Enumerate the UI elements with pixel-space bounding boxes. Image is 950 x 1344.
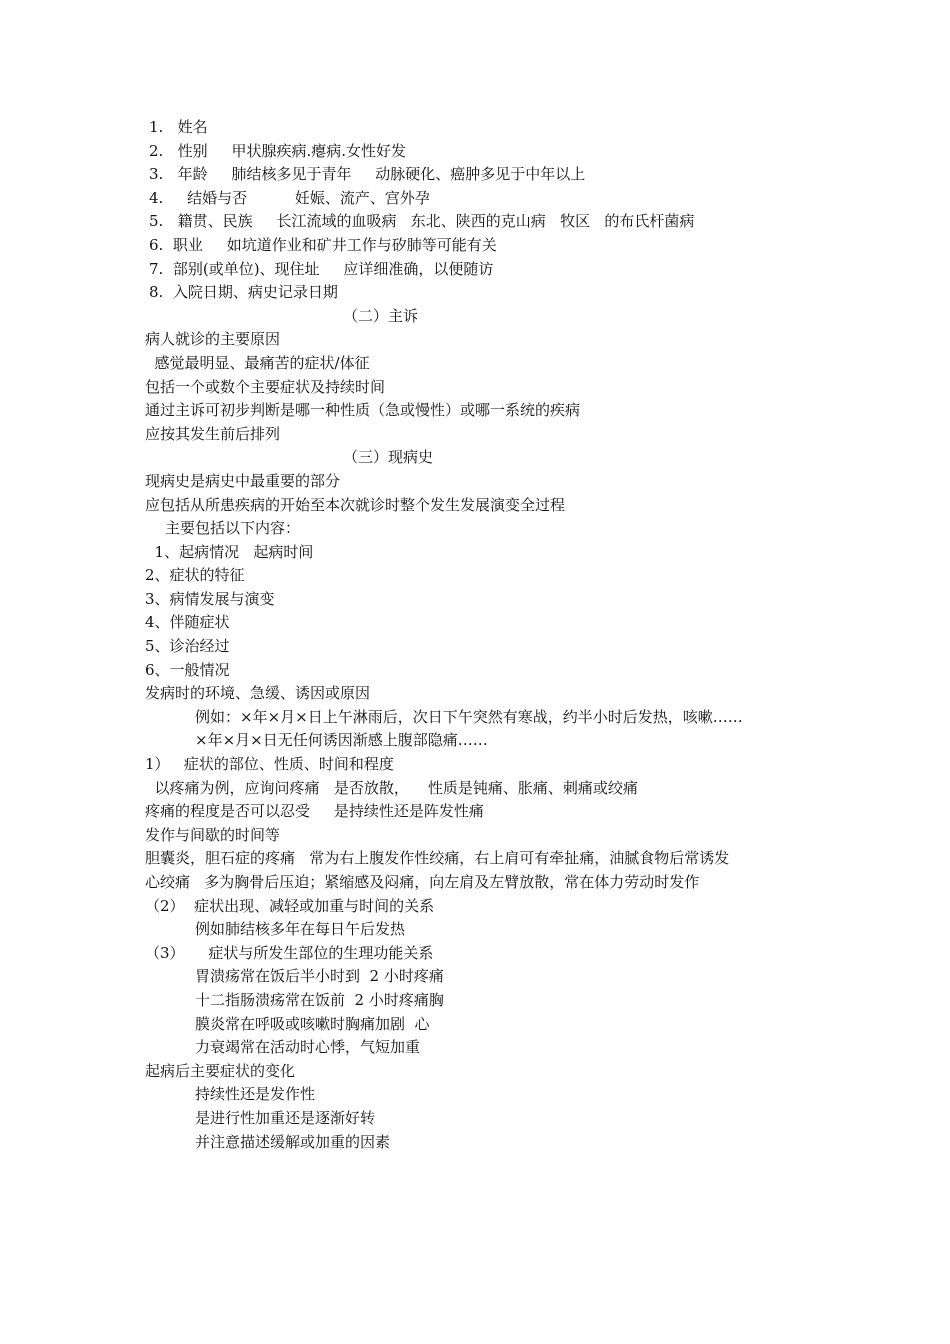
text-line: 4、伴随症状: [145, 613, 230, 632]
text-line: 例如：×年×月×日上午淋雨后，次日下午突然有寒战，约半小时后发热，咳嗽……: [195, 707, 743, 726]
text-line: 力衰竭常在活动时心悸，气短加重: [195, 1038, 421, 1057]
text-line: 是进行性加重还是逐渐好转: [195, 1108, 376, 1127]
text-line: 6、一般情况: [145, 660, 230, 679]
text-line: 膜炎常在呼吸或咳嗽时胸痛加剧 心: [195, 1014, 430, 1033]
text-line: 现病史是病史中最重要的部分: [145, 471, 341, 490]
text-line: （3） 症状与所发生部位的生理功能关系: [145, 943, 434, 962]
text-line: 发病时的环境、急缓、诱因或原因: [145, 684, 371, 703]
text-line: 5. 籍贯、民族 长江流域的血吸病 东北、陕西的克山病 牧区 的布氏杆菌病: [149, 212, 695, 231]
text-line: 例如肺结核多年在每日午后发热: [195, 920, 406, 939]
text-line: 6. 职业 如坑道作业和矿井工作与矽肺等可能有关: [149, 235, 497, 254]
text-line: 5、诊治经过: [145, 637, 230, 656]
text-line: 发作与间歇的时间等: [145, 825, 281, 844]
text-line: 1） 症状的部位、性质、时间和程度: [145, 755, 394, 774]
text-line: 4. 结婚与否 妊娠、流产、宫外孕: [149, 188, 430, 207]
text-line: 疼痛的程度是否可以忍受 是持续性还是阵发性痛: [145, 802, 484, 821]
text-line: 应按其发生前后排列: [145, 424, 281, 443]
text-line: 3. 年龄 肺结核多见于青年 动脉硬化、癌肿多见于中年以上: [149, 165, 586, 184]
section-heading: （三）现病史: [343, 448, 434, 467]
text-line: 1、起病情况 起病时间: [145, 542, 314, 561]
section-heading: （二）主诉: [343, 306, 419, 325]
text-line: 十二指肠溃疡常在饭前 2 小时疼痛胸: [195, 990, 444, 1009]
text-line: 主要包括以下内容：: [165, 519, 301, 538]
text-line: 7. 部别(或单位)、现住址 应详细准确，以便随访: [149, 259, 494, 278]
text-line: 心绞痛 多为胸骨后压迫；紧缩感及闷痛，向左肩及左臂放散，常在体力劳动时发作: [145, 873, 700, 891]
document-body: [145, 116, 845, 1154]
text-line: 通过主诉可初步判断是哪一种性质（急或慢性）或哪一系统的疾病: [145, 401, 581, 420]
text-line: 3、病情发展与演变: [145, 589, 275, 608]
text-line: 1. 姓名: [149, 118, 208, 136]
text-line: 持续性还是发作性: [195, 1085, 316, 1104]
text-line: 感觉最明显、最痛苦的症状/体征: [145, 353, 370, 372]
text-line: 2. 性别 甲状腺疾病.瘪病.女性好发: [149, 141, 406, 160]
text-line: 并注意描述缓解或加重的因素: [195, 1132, 391, 1151]
text-line: 以疼痛为例，应询问疼痛 是否放散， 性质是钝痛、胀痛、刺痛或绞痛: [145, 778, 638, 797]
text-line: 应包括从所患疾病的开始至本次就诊时整个发生发展演变全过程: [145, 495, 566, 514]
text-line: 胆囊炎，胆石症的疼痛 常为右上腹发作性绞痛，右上肩可有牵扯痛，油腻食物后常诱发: [145, 849, 730, 868]
text-line: 起病后主要症状的变化: [145, 1061, 296, 1080]
text-line: 8. 入院日期、病史记录日期: [149, 283, 338, 302]
text-line: 2、症状的特征: [145, 566, 245, 585]
text-line: 病人就诊的主要原因: [145, 330, 281, 349]
text-line: （2） 症状出现、减轻或加重与时间的关系: [145, 896, 435, 915]
text-line: ×年×月×日无任何诱因渐感上腹部隐痛……: [195, 731, 488, 750]
text-line: 胃溃疡常在饭后半小时到 2 小时疼痛: [195, 967, 444, 986]
text-line: 包括一个或数个主要症状及持续时间: [145, 377, 386, 396]
